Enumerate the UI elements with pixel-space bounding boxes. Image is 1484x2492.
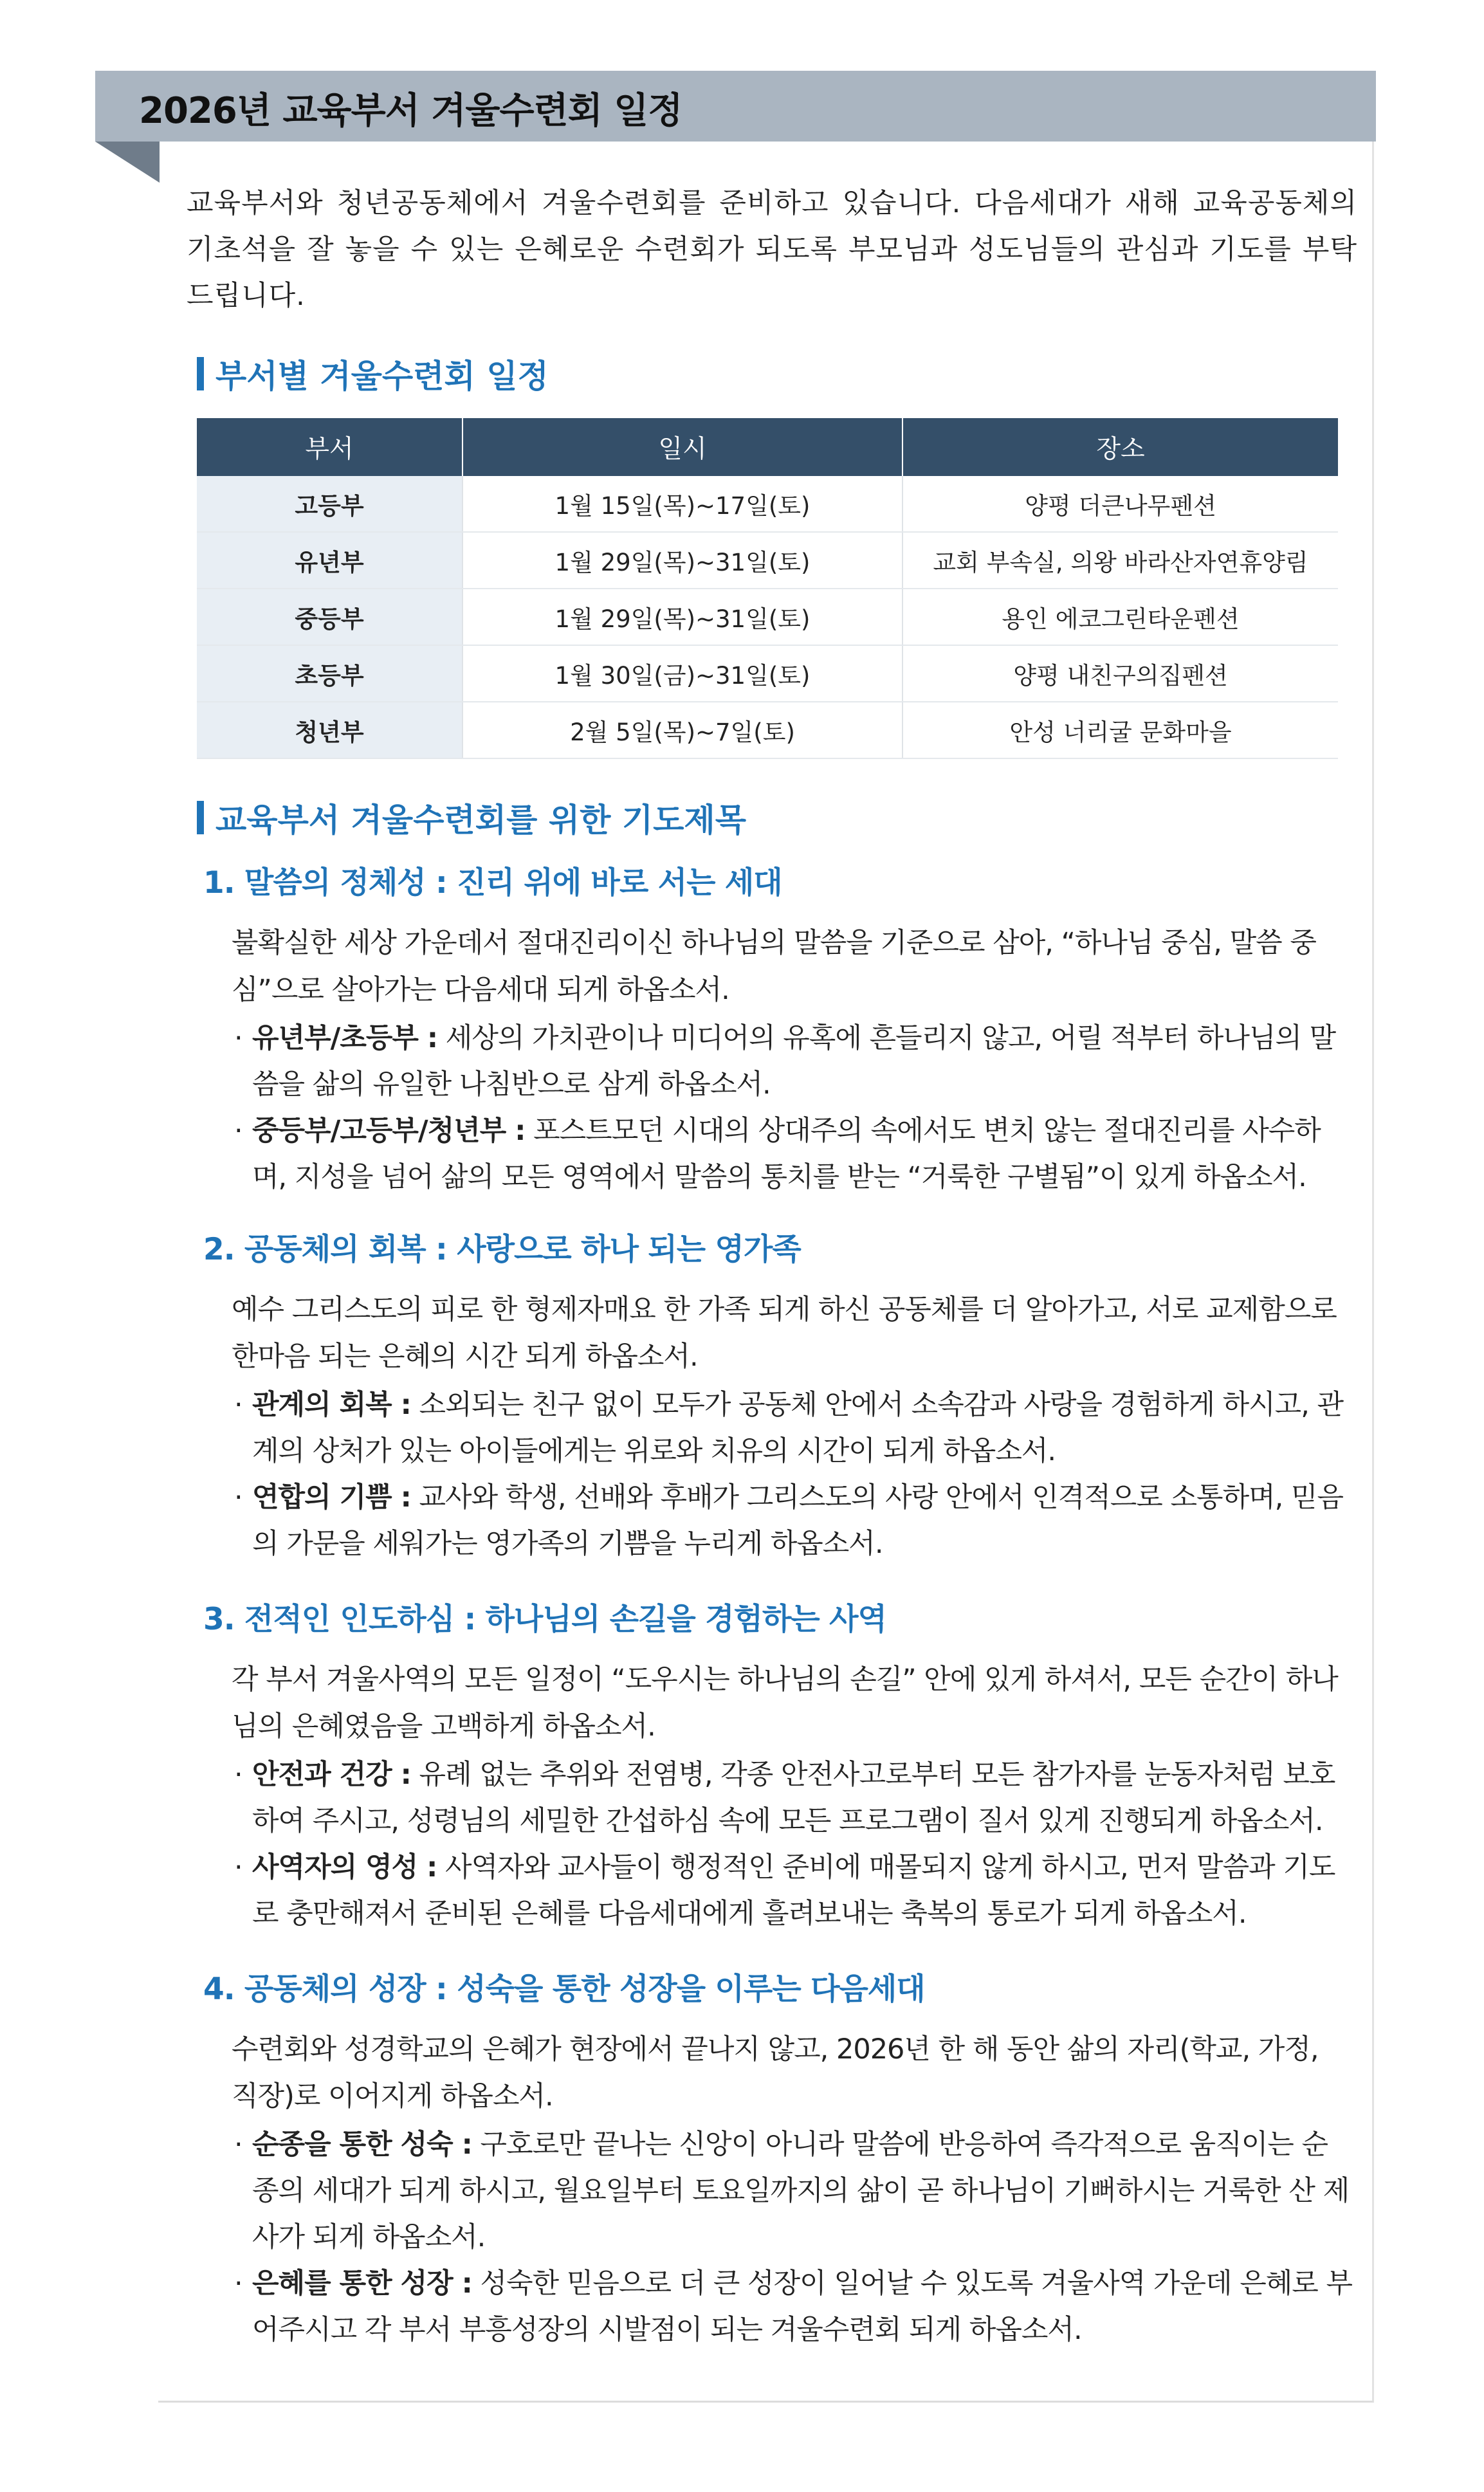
- table-row: [197, 589, 1338, 645]
- bullet-dot-icon: ·: [234, 1115, 243, 1147]
- bullet-text: 성숙한 믿음으로 더 큰 성장이 일어날 수 있도록 겨울사역 가운데 은혜로 부어주시고 각 부서 부흥성장의 시발점이 되는 겨울수련회 되게 하옵소서.: [252, 2268, 1353, 2346]
- place-cell: 교회 부속실, 의왕 바라산자연휴양림: [902, 532, 1338, 589]
- prayer-bullet: [234, 1108, 1353, 1200]
- page-title: 2026년 교육부서 겨울수련회 일정: [139, 90, 682, 132]
- date-cell: 1월 30일(금)~31일(토): [463, 645, 902, 702]
- bullet-dot-icon: ·: [234, 1389, 243, 1421]
- bullet-text: 구호로만 끝나는 신앙이 아니라 말씀에 반응하여 즉각적으로 움직이는 순종의 세대가 되게 하시고, 월요일부터 토요일까지의 삶이 곧 하나님이 기뻐하시는 거룩한 산 제사가 되게 하옵소서.: [252, 2129, 1350, 2253]
- place-cell: 안성 너리굴 문화마을: [902, 702, 1338, 758]
- bullet-text: 유례 없는 추위와 전염병, 각종 안전사고로부터 모든 참가자를 눈동자처럼 보호하여 주시고, 성령님의 세밀한 간섭하심 속에 모든 프로그램이 질서 있게 진행되게 하옵소서.: [252, 1759, 1335, 1837]
- schedule-table: [197, 418, 1338, 759]
- prayer-bullet: [234, 1015, 1353, 1108]
- dept-cell: 유년부: [197, 532, 463, 589]
- bullet-label: 안전과 건강 :: [252, 1759, 411, 1791]
- bullet-text: 소외되는 친구 없이 모두가 공동체 안에서 소속감과 사랑을 경험하게 하시고, 관계의 상처가 있는 아이들에게는 위로와 치유의 시간이 되게 하옵소서.: [252, 1389, 1344, 1467]
- prayer-item-title: 4. 공동체의 성장 : 성숙을 통한 성장을 이루는 다음세대: [203, 1972, 925, 2007]
- bullet-label: 중등부/고등부/청년부 :: [252, 1115, 526, 1147]
- prayer-item-title: 3. 전적인 인도하심 : 하나님의 손길을 경험하는 사역: [203, 1602, 886, 1637]
- date-cell: 2월 5일(목)~7일(토): [463, 702, 902, 758]
- schedule-heading: [197, 351, 549, 397]
- date-cell: 1월 29일(목)~31일(토): [463, 589, 902, 645]
- prayer-item-text: 불확실한 세상 가운데서 절대진리이신 하나님의 말씀을 기준으로 삼아, “하나님 중심, 말씀 중심”으로 살아가는 다음세대 되게 하옵소서.: [232, 927, 1316, 1006]
- bullet-label: 연합의 기쁨 :: [252, 1481, 411, 1514]
- bullet-label: 사역자의 영성 :: [252, 1851, 437, 1883]
- dept-cell: 중등부: [197, 589, 463, 645]
- bullet-label: 은혜를 통한 성장 :: [252, 2268, 472, 2300]
- bullet-text: 교사와 학생, 선배와 후배가 그리스도의 사랑 안에서 인격적으로 소통하며, 믿음의 가문을 세워가는 영가족의 기쁨을 누리게 하옵소서.: [252, 1481, 1344, 1560]
- prayer-item-title: 2. 공동체의 회복 : 사랑으로 하나 되는 영가족: [203, 1232, 801, 1267]
- bullet-dot-icon: ·: [234, 1759, 243, 1791]
- bullet-label: 관계의 회복 :: [252, 1389, 411, 1421]
- bullet-label: 순종을 통한 성숙 :: [252, 2129, 472, 2161]
- prayer-item-title: 1. 말씀의 정체성 : 진리 위에 바로 서는 세대: [203, 865, 782, 901]
- title-banner: [95, 71, 1376, 142]
- bullet-dot-icon: ·: [234, 1481, 243, 1514]
- date-cell: 1월 29일(목)~31일(토): [463, 532, 902, 589]
- table-row: [197, 702, 1338, 758]
- prayer-heading: [197, 794, 746, 841]
- table-row: [197, 645, 1338, 702]
- bullet-text: 포스트모던 시대의 상대주의 속에서도 변치 않는 절대진리를 사수하며, 지성을 넘어 삶의 모든 영역에서 말씀의 통치를 받는 “거룩한 구별됨”이 있게 하옵소서.: [252, 1115, 1321, 1193]
- bullet-dot-icon: ·: [234, 1022, 243, 1054]
- prayer-item-text: 수련회와 성경학교의 은혜가 현장에서 끝나지 않고, 2026년 한 해 동안 삶의 자리(학교, 가정, 직장)로 이어지게 하옵소서.: [232, 2033, 1319, 2112]
- table-header-row: [197, 418, 1338, 476]
- table-row: [197, 532, 1338, 589]
- banner-fold: [95, 142, 160, 183]
- column-header-place: 장소: [902, 418, 1338, 476]
- prayer-item-text: 각 부서 겨울사역의 모든 일정이 “도우시는 하나님의 손길” 안에 있게 하셔서, 모든 순간이 하나님의 은혜였음을 고백하게 하옵소서.: [232, 1663, 1338, 1743]
- bullet-dot-icon: ·: [234, 1851, 243, 1883]
- prayer-bullet: [234, 2121, 1353, 2260]
- dept-cell: 고등부: [197, 476, 463, 532]
- bullet-text: 사역자와 교사들이 행정적인 준비에 매몰되지 않게 하시고, 먼저 말씀과 기도로 충만해져서 준비된 은혜를 다음세대에게 흘려보내는 축복의 통로가 되게 하옵소서.: [252, 1851, 1335, 1930]
- dept-cell: 청년부: [197, 702, 463, 758]
- column-header-date: 일시: [463, 418, 902, 476]
- dept-cell: 초등부: [197, 645, 463, 702]
- column-header-dept: 부서: [197, 418, 463, 476]
- intro-paragraph: 교육부서와 청년공동체에서 겨울수련회를 준비하고 있습니다. 다음세대가 새해 교육공동체의 기초석을 잘 놓을 수 있는 은혜로운 수련회가 되도록 부모님과 성도님들의 관심과 기도를 부탁드립니다.: [187, 187, 1357, 312]
- prayer-bullet: [234, 2260, 1353, 2353]
- prayer-bullet: [234, 1752, 1353, 1844]
- bullet-text: 세상의 가치관이나 미디어의 유혹에 흔들리지 않고, 어릴 적부터 하나님의 말씀을 삶의 유일한 나침반으로 삼게 하옵소서.: [252, 1022, 1336, 1101]
- prayer-heading-text: 교육부서 겨울수련회를 위한 기도제목: [215, 802, 747, 839]
- prayer-bullet: [234, 1382, 1353, 1474]
- prayer-item-text: 예수 그리스도의 피로 한 형제자매요 한 가족 되게 하신 공동체를 더 알아가고, 서로 교제함으로 한마음 되는 은혜의 시간 되게 하옵소서.: [232, 1294, 1337, 1373]
- prayer-bullet: [234, 1844, 1353, 1937]
- bullet-dot-icon: ·: [234, 2268, 243, 2300]
- prayer-bullet: [234, 1474, 1353, 1567]
- place-cell: 양평 내친구의집펜션: [902, 645, 1338, 702]
- date-cell: 1월 15일(목)~17일(토): [463, 476, 902, 532]
- place-cell: 양평 더큰나무펜션: [902, 476, 1338, 532]
- place-cell: 용인 에코그린타운펜션: [902, 589, 1338, 645]
- bullet-label: 유년부/초등부 :: [252, 1022, 438, 1054]
- heading-bar: [197, 801, 204, 834]
- heading-bar: [197, 357, 204, 390]
- table-row: [197, 476, 1338, 532]
- bullet-dot-icon: ·: [234, 2129, 243, 2161]
- schedule-heading-text: 부서별 겨울수련회 일정: [215, 358, 549, 395]
